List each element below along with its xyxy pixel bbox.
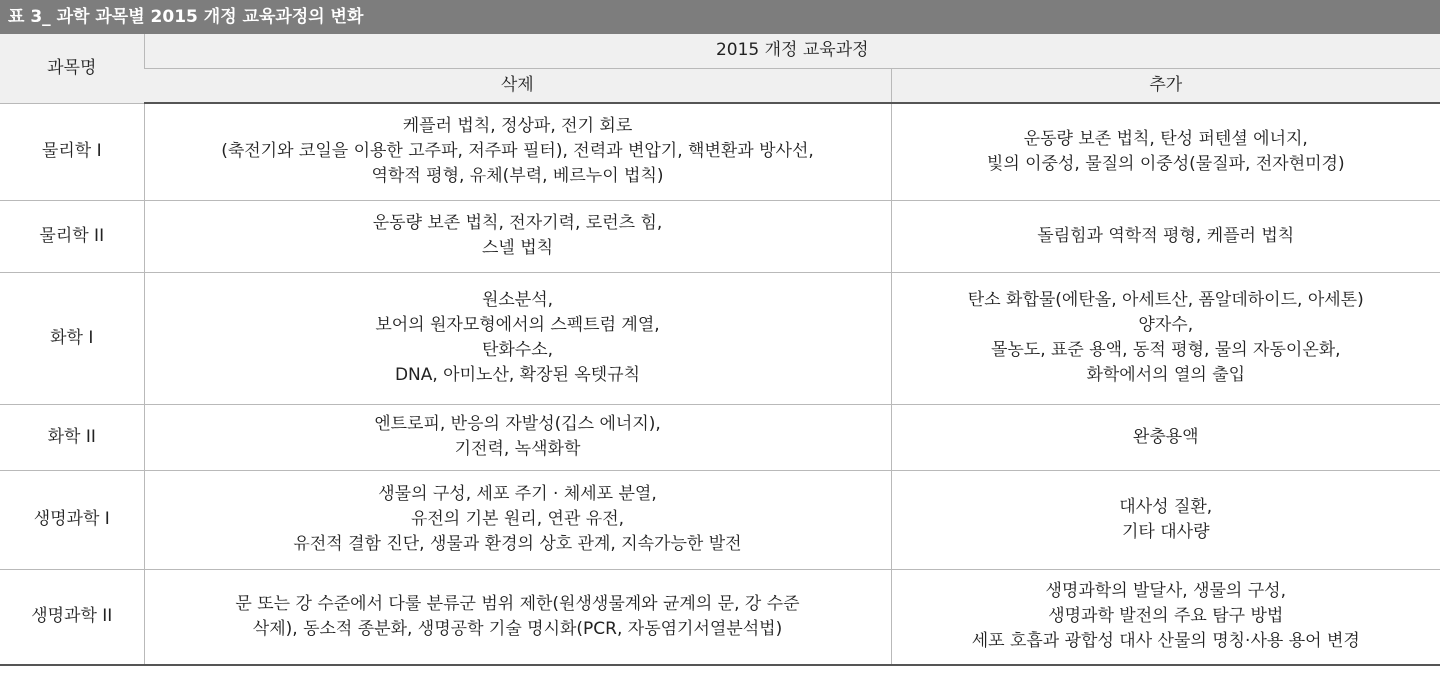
table-title: 표 3_ 과학 과목별 2015 개정 교육과정의 변화: [0, 0, 1440, 34]
subject-cell: 화학 II: [0, 404, 144, 470]
header-added: 추가: [891, 68, 1440, 103]
added-line: 생명과학 발전의 주요 탐구 방법: [1048, 606, 1284, 627]
deleted-cell: [144, 272, 891, 404]
deleted-line: 기전력, 녹색화학: [454, 439, 581, 459]
added-line: 돌림힘과 역학적 평형, 케플러 법칙: [1037, 225, 1295, 246]
deleted-line: 유전의 기본 원리, 연관 유전,: [410, 509, 625, 529]
table-row: [0, 272, 1440, 404]
table-row: [0, 569, 1440, 665]
deleted-line: 운동량 보존 법칙, 전자기력, 로런츠 힘,: [372, 213, 663, 233]
subject-cell: 화학 I: [0, 272, 144, 404]
deleted-line: 생물의 구성, 세포 주기 · 체세포 분열,: [378, 484, 657, 504]
added-cell: [891, 272, 1440, 404]
header-deleted: 삭제: [144, 68, 891, 103]
deleted-line: 원소분석,: [481, 290, 554, 310]
deleted-cell: [144, 200, 891, 272]
table-row: [0, 470, 1440, 569]
added-line: 몰농도, 표준 용액, 동적 평형, 물의 자동이온화,: [990, 340, 1341, 360]
added-line: 운동량 보존 법칙, 탄성 퍼텐셜 에너지,: [1023, 128, 1308, 149]
subject-cell: 생명과학 II: [0, 569, 144, 665]
header-subject: 과목명: [0, 34, 144, 103]
deleted-cell: [144, 103, 891, 200]
added-line: 완충용액: [1132, 426, 1199, 447]
added-line: 양자수,: [1138, 315, 1194, 335]
added-line: 생명과학의 발달사, 생물의 구성,: [1045, 581, 1287, 602]
added-line: 빛의 이중성, 물질의 이중성(물질파, 전자현미경): [986, 153, 1345, 174]
deleted-line: 문 또는 강 수준에서 다룰 분류군 범위 제한(원생생물계와 균계의 문, 강 수준: [235, 593, 800, 614]
added-line: 세포 호흡과 광합성 대사 산물의 명칭·사용 용어 변경: [971, 631, 1360, 652]
added-line: 기타 대사량: [1122, 521, 1210, 542]
deleted-line: 유전적 결함 진단, 생물과 환경의 상호 관계, 지속가능한 발전: [293, 534, 742, 554]
curriculum-table: [0, 34, 1440, 666]
added-cell: [891, 200, 1440, 272]
table-row: [0, 103, 1440, 200]
header-curriculum: 2015 개정 교육과정: [144, 34, 1440, 68]
deleted-line: 보어의 원자모형에서의 스펙트럼 계열,: [375, 315, 660, 335]
added-line: 화학에서의 열의 출입: [1086, 365, 1246, 385]
table-row: [0, 404, 1440, 470]
deleted-line: 엔트로피, 반응의 자발성(깁스 에너지),: [374, 414, 661, 434]
subject-cell: 물리학 II: [0, 200, 144, 272]
deleted-line: 케플러 법칙, 정상파, 전기 회로: [402, 116, 633, 137]
deleted-line: 스넬 법칙: [481, 238, 554, 258]
deleted-cell: [144, 569, 891, 665]
added-cell: [891, 404, 1440, 470]
added-cell: [891, 470, 1440, 569]
deleted-line: (축전기와 코일을 이용한 고주파, 저주파 필터), 전력과 변압기, 핵변환과 방사선,: [221, 141, 814, 162]
added-line: 대사성 질환,: [1119, 496, 1213, 517]
added-line: 탄소 화합물(에탄올, 아세트산, 폼알데하이드, 아세톤): [967, 290, 1364, 310]
table-row: [0, 200, 1440, 272]
deleted-line: DNA, 아미노산, 확장된 옥텟규칙: [394, 365, 641, 385]
deleted-cell: [144, 404, 891, 470]
deleted-line: 탄화수소,: [481, 340, 554, 360]
deleted-cell: [144, 470, 891, 569]
added-cell: [891, 103, 1440, 200]
subject-cell: 물리학 I: [0, 103, 144, 200]
deleted-line: 역학적 평형, 유체(부력, 베르누이 법칙): [371, 166, 664, 187]
subject-cell: 생명과학 I: [0, 470, 144, 569]
added-cell: [891, 569, 1440, 665]
deleted-line: 삭제), 동소적 종분화, 생명공학 기술 명시화(PCR, 자동염기서열분석법): [252, 618, 783, 639]
